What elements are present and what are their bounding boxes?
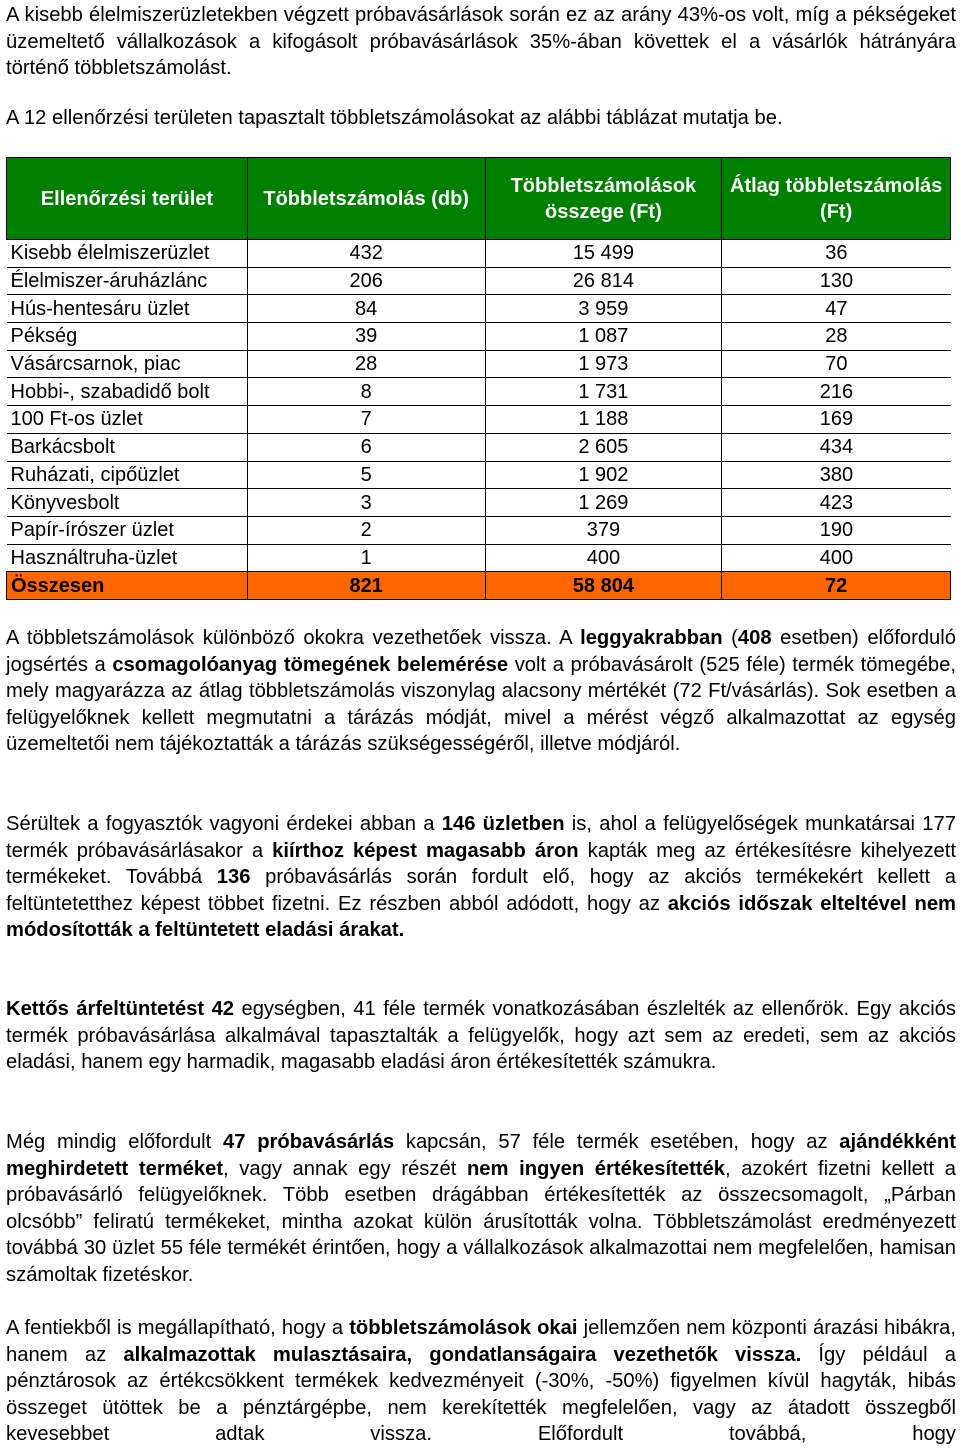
- cell-sum: 379: [485, 516, 722, 544]
- text: egységben, 41 féle termék vonatkozásában észlelték az ellenőrök. Egy akciós termék próbavásárlása alkalmával tapasztalták a felügyelők, hogy azt sem az eredeti, sem az akciós eladási, hanem egy harmadik, magasabb eladási áron értékesítették számukra.: [6, 998, 956, 1073]
- table-row: [7, 461, 951, 489]
- cell-area: Használtruha-üzlet: [7, 544, 248, 572]
- text: (: [722, 627, 738, 649]
- intro-paragraph-1: A kisebb élelmiszerüzletekben végzett próbavásárlások során ez az arány 43%-os volt, míg a pékségeket üzemeltető vállalkozások a kifogásolt próbavásárlások 35%-ában követtek el a vásárlók hátrányára történő többletszámolást.: [6, 4, 956, 79]
- bold-text: 146 üzletben: [441, 813, 565, 835]
- text: kapták meg az értékesítésre kihelyezett termékeket. Továbbá: [6, 839, 956, 888]
- table-row: [7, 350, 951, 378]
- cell-count: 28: [247, 350, 485, 378]
- cell-average: 380: [722, 461, 951, 489]
- cell-area: 100 Ft-os üzlet: [7, 406, 248, 434]
- cell-area: Pékség: [7, 323, 248, 351]
- text: , vagy annak egy részét: [223, 1157, 467, 1180]
- cell-average: 36: [722, 240, 951, 268]
- bold-text: többletszámolások okai: [349, 1317, 578, 1339]
- table-row: [7, 240, 951, 268]
- bold-text: nem ingyen értékesítették: [466, 1157, 725, 1180]
- total-label: Összesen: [7, 572, 248, 600]
- table-row: [7, 267, 951, 295]
- bold-text: 136: [216, 866, 251, 888]
- cell-sum: 26 814: [485, 267, 722, 295]
- cell-area: Barkácsbolt: [7, 433, 248, 461]
- text: kapcsán, 57 féle termék esetében, hogy az: [394, 1131, 840, 1153]
- cell-average: 47: [722, 295, 951, 323]
- text: Sérültek a fogyasztók vagyoni érdekei abban a: [6, 813, 442, 835]
- table-row: [7, 295, 951, 323]
- cell-sum: 1 902: [485, 461, 722, 489]
- text: jellemzően nem központi árazási hibákra, hanem az: [6, 1317, 957, 1366]
- bold-text: alkalmazottak mulasztásaira, gondatlanságaira vezethetők vissza.: [123, 1343, 802, 1366]
- cell-count: 206: [247, 267, 485, 295]
- cell-sum: 1 188: [485, 406, 722, 434]
- text: Még mindig előfordult: [6, 1131, 223, 1153]
- text: Így például a pénztárosok az értékcsökkent termékek kedvezményeit (-30%, -50%) figyelmen kívül hagyták, hibás összeget ütöttek be a pénztárgépbe, nem kerekítették megfelelően, vagy az átadott összegből kevesebbet adtak vissza. Előfordult továbbá, hogy: [6, 1343, 957, 1445]
- bold-text: csomagolóanyag tömegének belemérése: [112, 653, 509, 676]
- cell-average: 190: [722, 516, 951, 544]
- cell-sum: 1 087: [485, 323, 722, 351]
- paragraph-higher-price: [6, 811, 956, 944]
- table-header-row: [7, 158, 951, 240]
- cell-average: 169: [722, 406, 951, 434]
- paragraph-gifts: [6, 1129, 956, 1288]
- table-row: [7, 433, 951, 461]
- cell-average: 28: [722, 323, 951, 351]
- overbilling-table: [6, 157, 951, 600]
- text: is, ahol a felügyelőségek munkatársai 177 termék próbavásárlásakor a: [6, 813, 956, 862]
- text: esetben) előforduló jogsértés a: [6, 627, 956, 676]
- total-average: 72: [722, 572, 951, 600]
- header-area: Ellenőrzési terület: [7, 158, 248, 240]
- cell-average: 400: [722, 544, 951, 572]
- cell-count: 84: [247, 295, 485, 323]
- bold-text: Kettős árfeltüntetést 42: [6, 998, 235, 1020]
- cell-count: 3: [247, 489, 485, 517]
- bold-text: 47 próbavásárlás: [223, 1131, 395, 1153]
- cell-average: 216: [722, 378, 951, 406]
- text: A fentiekből is megállapítható, hogy a: [6, 1317, 350, 1339]
- cell-count: 8: [247, 378, 485, 406]
- cell-average: 70: [722, 350, 951, 378]
- table-row: [7, 323, 951, 351]
- paragraph-causes: [6, 625, 956, 758]
- cell-count: 5: [247, 461, 485, 489]
- paragraph-conclusion: [6, 1315, 956, 1448]
- header-average: Átlag többletszámolás (Ft): [722, 158, 951, 240]
- text: A többletszámolások különböző okokra vezethetőek vissza. A: [6, 627, 581, 649]
- cell-count: 2: [247, 516, 485, 544]
- text: próbavásárlás során fordult elő, hogy az akciós termékekért kellett a feltüntetetthez képest többet fizetni. Ez részben abból adódott, hogy az: [6, 866, 956, 915]
- cell-area: Élelmiszer-áruházlánc: [7, 267, 248, 295]
- cell-area: Könyvesbolt: [7, 489, 248, 517]
- table-row: [7, 516, 951, 544]
- table-row: [7, 378, 951, 406]
- text: volt a próbavásárolt (525 féle) termék tömegébe, mely magyarázza az átlag többletszámolás viszonylag alacsony mértékét (72 Ft/vásárlás). Sok esetben a felügyelőknek kellett megmutatni a tárázás módját, mivel a mérést végző alkalmazottat az egység üzemeltetői nem tájékoztatták a tárázás szükségességéről, illetve módjáról.: [6, 653, 956, 755]
- cell-sum: 3 959: [485, 295, 722, 323]
- cell-sum: 1 973: [485, 350, 722, 378]
- table-row: [7, 544, 951, 572]
- cell-area: Ruházati, cipőüzlet: [7, 461, 248, 489]
- header-count: Többletszámolás (db): [247, 158, 485, 240]
- bold-text: 408: [737, 627, 772, 649]
- bold-text: akciós időszak elteltével nem módosították a feltüntetett eladási árakat.: [6, 892, 957, 941]
- cell-sum: 1 731: [485, 378, 722, 406]
- bold-text: ajándékként meghirdetett terméket: [6, 1131, 956, 1180]
- table-row: [7, 489, 951, 517]
- header-sum: Többletszámolások összege (Ft): [485, 158, 722, 240]
- cell-sum: 15 499: [485, 240, 722, 268]
- cell-sum: 2 605: [485, 433, 722, 461]
- cell-count: 1: [247, 544, 485, 572]
- cell-average: 423: [722, 489, 951, 517]
- total-sum: 58 804: [485, 572, 722, 600]
- cell-sum: 1 269: [485, 489, 722, 517]
- cell-average: 434: [722, 433, 951, 461]
- paragraph-double-pricing: [6, 996, 956, 1076]
- text: , azokért fizetni kellett a próbavásárló felügyelőknek. Több esetben drágábban értékesítették az összecsomagolt, „Párban olcsóbb” feliratú termékeket, mintha azokat külön árusították volna. Többletszámolást eredményezett továbbá 30 üzlet 55 féle termékét érintően, hogy a vállalkozások alkalmazottai nem megfelelően, hamisan számoltak fizetéskor.: [6, 1157, 956, 1286]
- cell-average: 130: [722, 267, 951, 295]
- cell-area: Hús-hentesáru üzlet: [7, 295, 248, 323]
- cell-area: Hobbi-, szabadidő bolt: [7, 378, 248, 406]
- cell-count: 6: [247, 433, 485, 461]
- cell-area: Kisebb élelmiszerüzlet: [7, 240, 248, 268]
- intro-paragraph-2: A 12 ellenőrzési területen tapasztalt többletszámolásokat az alábbi táblázat mutatja be.: [6, 107, 783, 129]
- total-count: 821: [247, 572, 485, 600]
- cell-area: Vásárcsarnok, piac: [7, 350, 248, 378]
- table-row: [7, 406, 951, 434]
- bold-text: leggyakrabban: [580, 627, 723, 649]
- cell-count: 7: [247, 406, 485, 434]
- bold-text: kiírthoz képest magasabb áron: [272, 839, 579, 862]
- table-total-row: [7, 572, 951, 600]
- cell-count: 432: [247, 240, 485, 268]
- cell-area: Papír-írószer üzlet: [7, 516, 248, 544]
- cell-sum: 400: [485, 544, 722, 572]
- cell-count: 39: [247, 323, 485, 351]
